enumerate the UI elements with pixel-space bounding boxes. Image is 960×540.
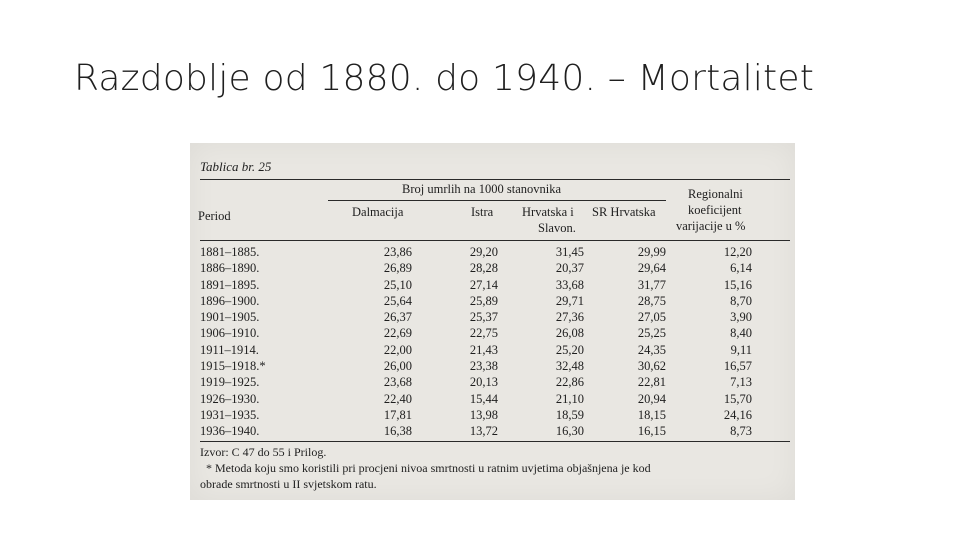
period-column (200, 244, 266, 440)
table-cell: 1931–1935. (200, 407, 260, 422)
table-cell: 1901–1905. (200, 310, 260, 325)
bottom-rule (200, 441, 790, 442)
col-header-sr-hrvatska: SR Hrvatska (592, 205, 656, 219)
table-cell: 21,10 (555, 391, 584, 406)
table-cell: 25,37 (469, 310, 498, 325)
table-cell: 26,08 (555, 326, 584, 341)
table-cell: 1919–1925. (200, 375, 260, 390)
table-cell: 1886–1890. (200, 261, 260, 276)
table-cell: 28,75 (637, 293, 666, 308)
table-cell: 23,38 (469, 359, 498, 374)
table-cell: 18,59 (555, 407, 584, 422)
table-cell: 22,00 (383, 342, 412, 357)
table-cell: 1926–1930. (200, 391, 260, 406)
table-cell: 16,38 (383, 424, 412, 439)
table-cell: 1906–1910. (200, 326, 260, 341)
table-cell: 22,86 (555, 375, 584, 390)
col-header-dalmacija: Dalmacija (352, 205, 404, 219)
col-header-regional-line1: Regionalni (688, 187, 743, 201)
table-cell: 25,64 (383, 293, 412, 308)
table-cell: 1881–1885. (200, 245, 260, 259)
header-rule (200, 240, 790, 241)
table-cell: 1936–1940. (200, 424, 260, 439)
table-cell: 28,28 (469, 261, 498, 276)
hrvatska-column (534, 244, 584, 440)
table-cell: 13,98 (469, 407, 498, 422)
table-cell: 15,44 (469, 391, 498, 406)
table-cell: 1891–1895. (200, 277, 260, 292)
table-cell: 29,64 (637, 261, 666, 276)
table-cell: 18,15 (637, 407, 666, 422)
table-cell: 3,90 (730, 310, 752, 325)
table-cell: 33,68 (555, 277, 584, 292)
table-cell: 23,68 (383, 375, 412, 390)
table-cell: 1896–1900. (200, 293, 260, 308)
table-footnote-line1: * Metoda koju smo koristili pri procjeni nivoa smrtnosti u ratnim uvjetima objašnjena je kod (206, 461, 651, 475)
table-cell: 16,15 (637, 424, 666, 439)
table-footnote-line2: obrade smrtnosti u II svjetskom ratu. (200, 477, 377, 491)
table-cell: 12,20 (723, 245, 752, 259)
col-header-hrvatska-line1: Hrvatska i (522, 205, 574, 219)
table-cell: 27,14 (469, 277, 498, 292)
table-cell: 25,25 (637, 326, 666, 341)
table-cell: 30,62 (637, 359, 666, 374)
table-cell: 27,05 (637, 310, 666, 325)
table-cell: 9,11 (730, 342, 752, 357)
table-cell: 22,81 (637, 375, 666, 390)
table-cell: 25,10 (383, 277, 412, 292)
table-cell: 31,77 (637, 277, 666, 292)
table-source: Izvor: C 47 do 55 i Prilog. (200, 445, 327, 459)
table-cell: 15,70 (723, 391, 752, 406)
scanned-table-image (190, 143, 795, 500)
table-cell: 22,40 (383, 391, 412, 406)
table-cell: 6,14 (730, 261, 752, 276)
col-header-hrvatska-line2: Slavon. (538, 221, 576, 235)
top-rule (200, 179, 790, 180)
table-cell: 8,40 (730, 326, 752, 341)
table-cell: 29,99 (637, 245, 666, 259)
table-cell: 26,00 (383, 359, 412, 374)
koeficijent-column (700, 244, 752, 440)
table-cell: 29,71 (555, 293, 584, 308)
table-cell: 31,45 (555, 245, 584, 259)
table-cell: 1911–1914. (200, 342, 259, 357)
table-cell: 25,20 (555, 342, 584, 357)
table-cell: 27,36 (555, 310, 584, 325)
col-header-regional-line2: koeficijent (688, 203, 742, 217)
table-cell: 20,13 (469, 375, 498, 390)
table-cell: 16,57 (723, 359, 752, 374)
table-cell: 21,43 (469, 342, 498, 357)
table-cell: 8,73 (730, 424, 752, 439)
dalmacija-column (362, 244, 412, 440)
table-cell: 17,81 (383, 407, 412, 422)
table-cell: 16,30 (555, 424, 584, 439)
group-header: Broj umrlih na 1000 stanovnika (402, 182, 562, 196)
table-caption: Tablica br. 25 (200, 159, 272, 174)
table-cell: 24,16 (723, 407, 752, 422)
sr-hrvatska-column (616, 244, 666, 440)
table-cell: 13,72 (469, 424, 498, 439)
col-header-istra: Istra (471, 205, 494, 219)
table-cell: 22,75 (469, 326, 498, 341)
slide-title: Razdoblje od 1880. do 1940. – Mortalitet (74, 58, 815, 99)
table-cell: 20,37 (555, 261, 584, 276)
istra-column (448, 244, 498, 440)
table-cell: 1915–1918.* (200, 359, 266, 374)
col-header-period: Period (198, 209, 231, 223)
table-cell: 24,35 (637, 342, 666, 357)
table-cell: 32,48 (555, 359, 584, 374)
group-rule (328, 200, 666, 201)
table-cell: 25,89 (469, 293, 498, 308)
table-cell: 20,94 (637, 391, 666, 406)
table-cell: 22,69 (383, 326, 412, 341)
table-cell: 23,86 (383, 245, 412, 259)
table-cell: 26,89 (383, 261, 412, 276)
table-cell: 29,20 (469, 245, 498, 259)
col-header-regional-line3: varijacije u % (676, 219, 746, 233)
table-cell: 8,70 (730, 293, 752, 308)
table-cell: 15,16 (723, 277, 752, 292)
table-cell: 7,13 (730, 375, 752, 390)
table-cell: 26,37 (383, 310, 412, 325)
